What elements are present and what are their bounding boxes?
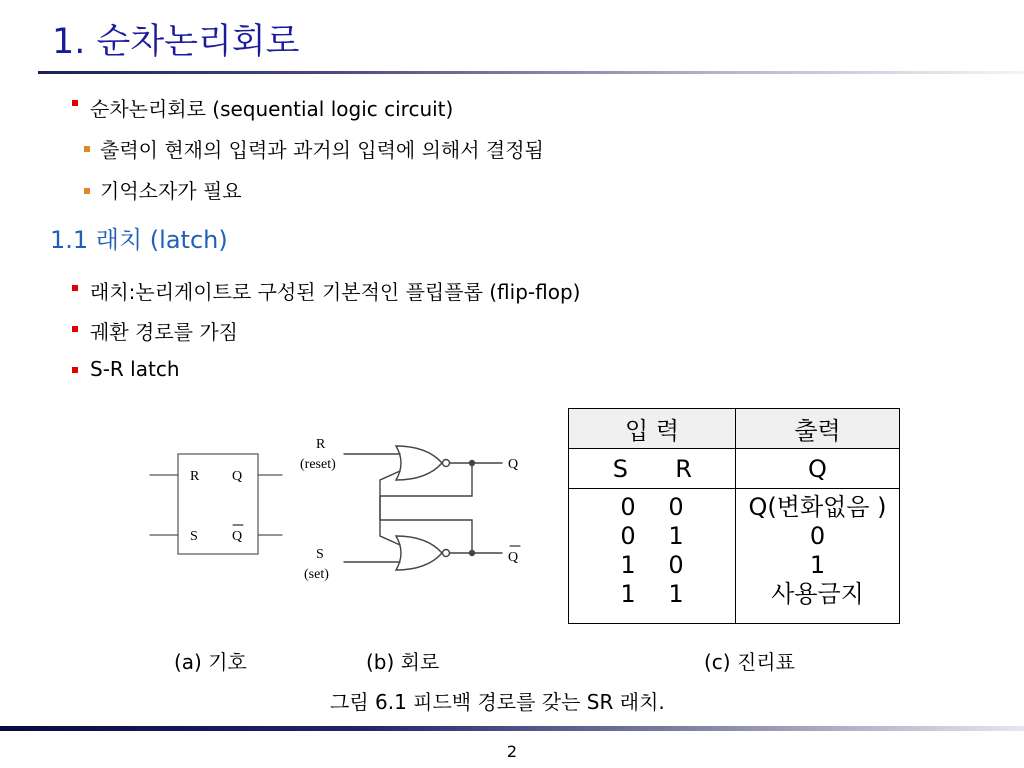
sr-latch-circuit (344, 446, 502, 570)
figure-caption: 그림 6.1 피드백 경로를 갖는 SR 래치. (330, 690, 665, 714)
nor-gate-bottom-icon (396, 536, 442, 570)
symbol-s-label: S (190, 529, 198, 544)
truth-col-s: S (612, 454, 628, 483)
symbol-qbar-label: Q (232, 529, 243, 544)
bullet-item: 궤환 경로를 가짐 (90, 320, 238, 344)
sr-latch-diagrams (144, 428, 564, 588)
bullet-item: 순차논리회로 (sequential logic circuit) (90, 97, 454, 121)
table-row: 사용금지 (771, 580, 864, 608)
bullet-square-icon (84, 146, 90, 152)
bullet-square-icon (72, 285, 78, 291)
table-row: 1 1 (620, 580, 684, 608)
bullet-subitem: 출력이 현재의 입력과 과거의 입력에 의해서 결정됨 (100, 138, 544, 162)
truth-table (568, 408, 900, 624)
table-row: 0 1 (620, 522, 684, 550)
caption-truth-table: (c) 진리표 (704, 650, 795, 674)
circuit-s-label: S (316, 547, 324, 562)
truth-subheader-inputs (569, 449, 736, 489)
truth-input-values (569, 489, 736, 624)
footer-divider (0, 726, 1024, 731)
circuit-set-label: (set) (304, 567, 329, 582)
section-heading: 1.1 래치 (latch) (50, 226, 228, 254)
sr-latch-symbol (150, 454, 282, 554)
page-title: 1. 순차논리회로 (52, 22, 300, 62)
bullet-item: 래치:논리게이트로 구성된 기본적인 플립플롭 (flip-flop) (90, 280, 581, 304)
truth-header-input: 입 력 (569, 409, 736, 449)
circuit-r-label: R (316, 437, 326, 452)
nor-bubble-bottom (443, 550, 450, 557)
truth-col-q: Q (736, 449, 900, 489)
bullet-square-icon (72, 326, 78, 332)
table-row: 1 0 (620, 551, 684, 579)
table-row: Q(변화없음 ) (748, 493, 887, 521)
symbol-r-label: R (190, 469, 200, 484)
caption-symbol: (a) 기호 (174, 650, 247, 674)
truth-col-r: R (675, 454, 692, 483)
truth-header-output: 출력 (736, 409, 900, 449)
bullet-square-icon (84, 188, 90, 194)
nor-bubble-top (443, 460, 450, 467)
title-divider (38, 71, 1024, 74)
bullet-square-icon (72, 100, 78, 106)
circuit-q-label: Q (508, 457, 519, 472)
caption-circuit: (b) 회로 (366, 650, 440, 674)
bullet-square-icon (72, 367, 78, 373)
table-row: 0 (809, 522, 826, 550)
truth-output-values (736, 489, 900, 624)
table-row: 0 0 (620, 493, 684, 521)
circuit-qbar-label: Q (508, 550, 519, 565)
symbol-q-label: Q (232, 469, 243, 484)
bullet-item: S-R latch (90, 357, 180, 381)
table-row: 1 (809, 551, 826, 579)
bullet-subitem: 기억소자가 필요 (100, 179, 242, 203)
page-number: 2 (506, 742, 518, 761)
circuit-reset-label: (reset) (300, 457, 336, 472)
nor-gate-top-icon (396, 446, 442, 480)
